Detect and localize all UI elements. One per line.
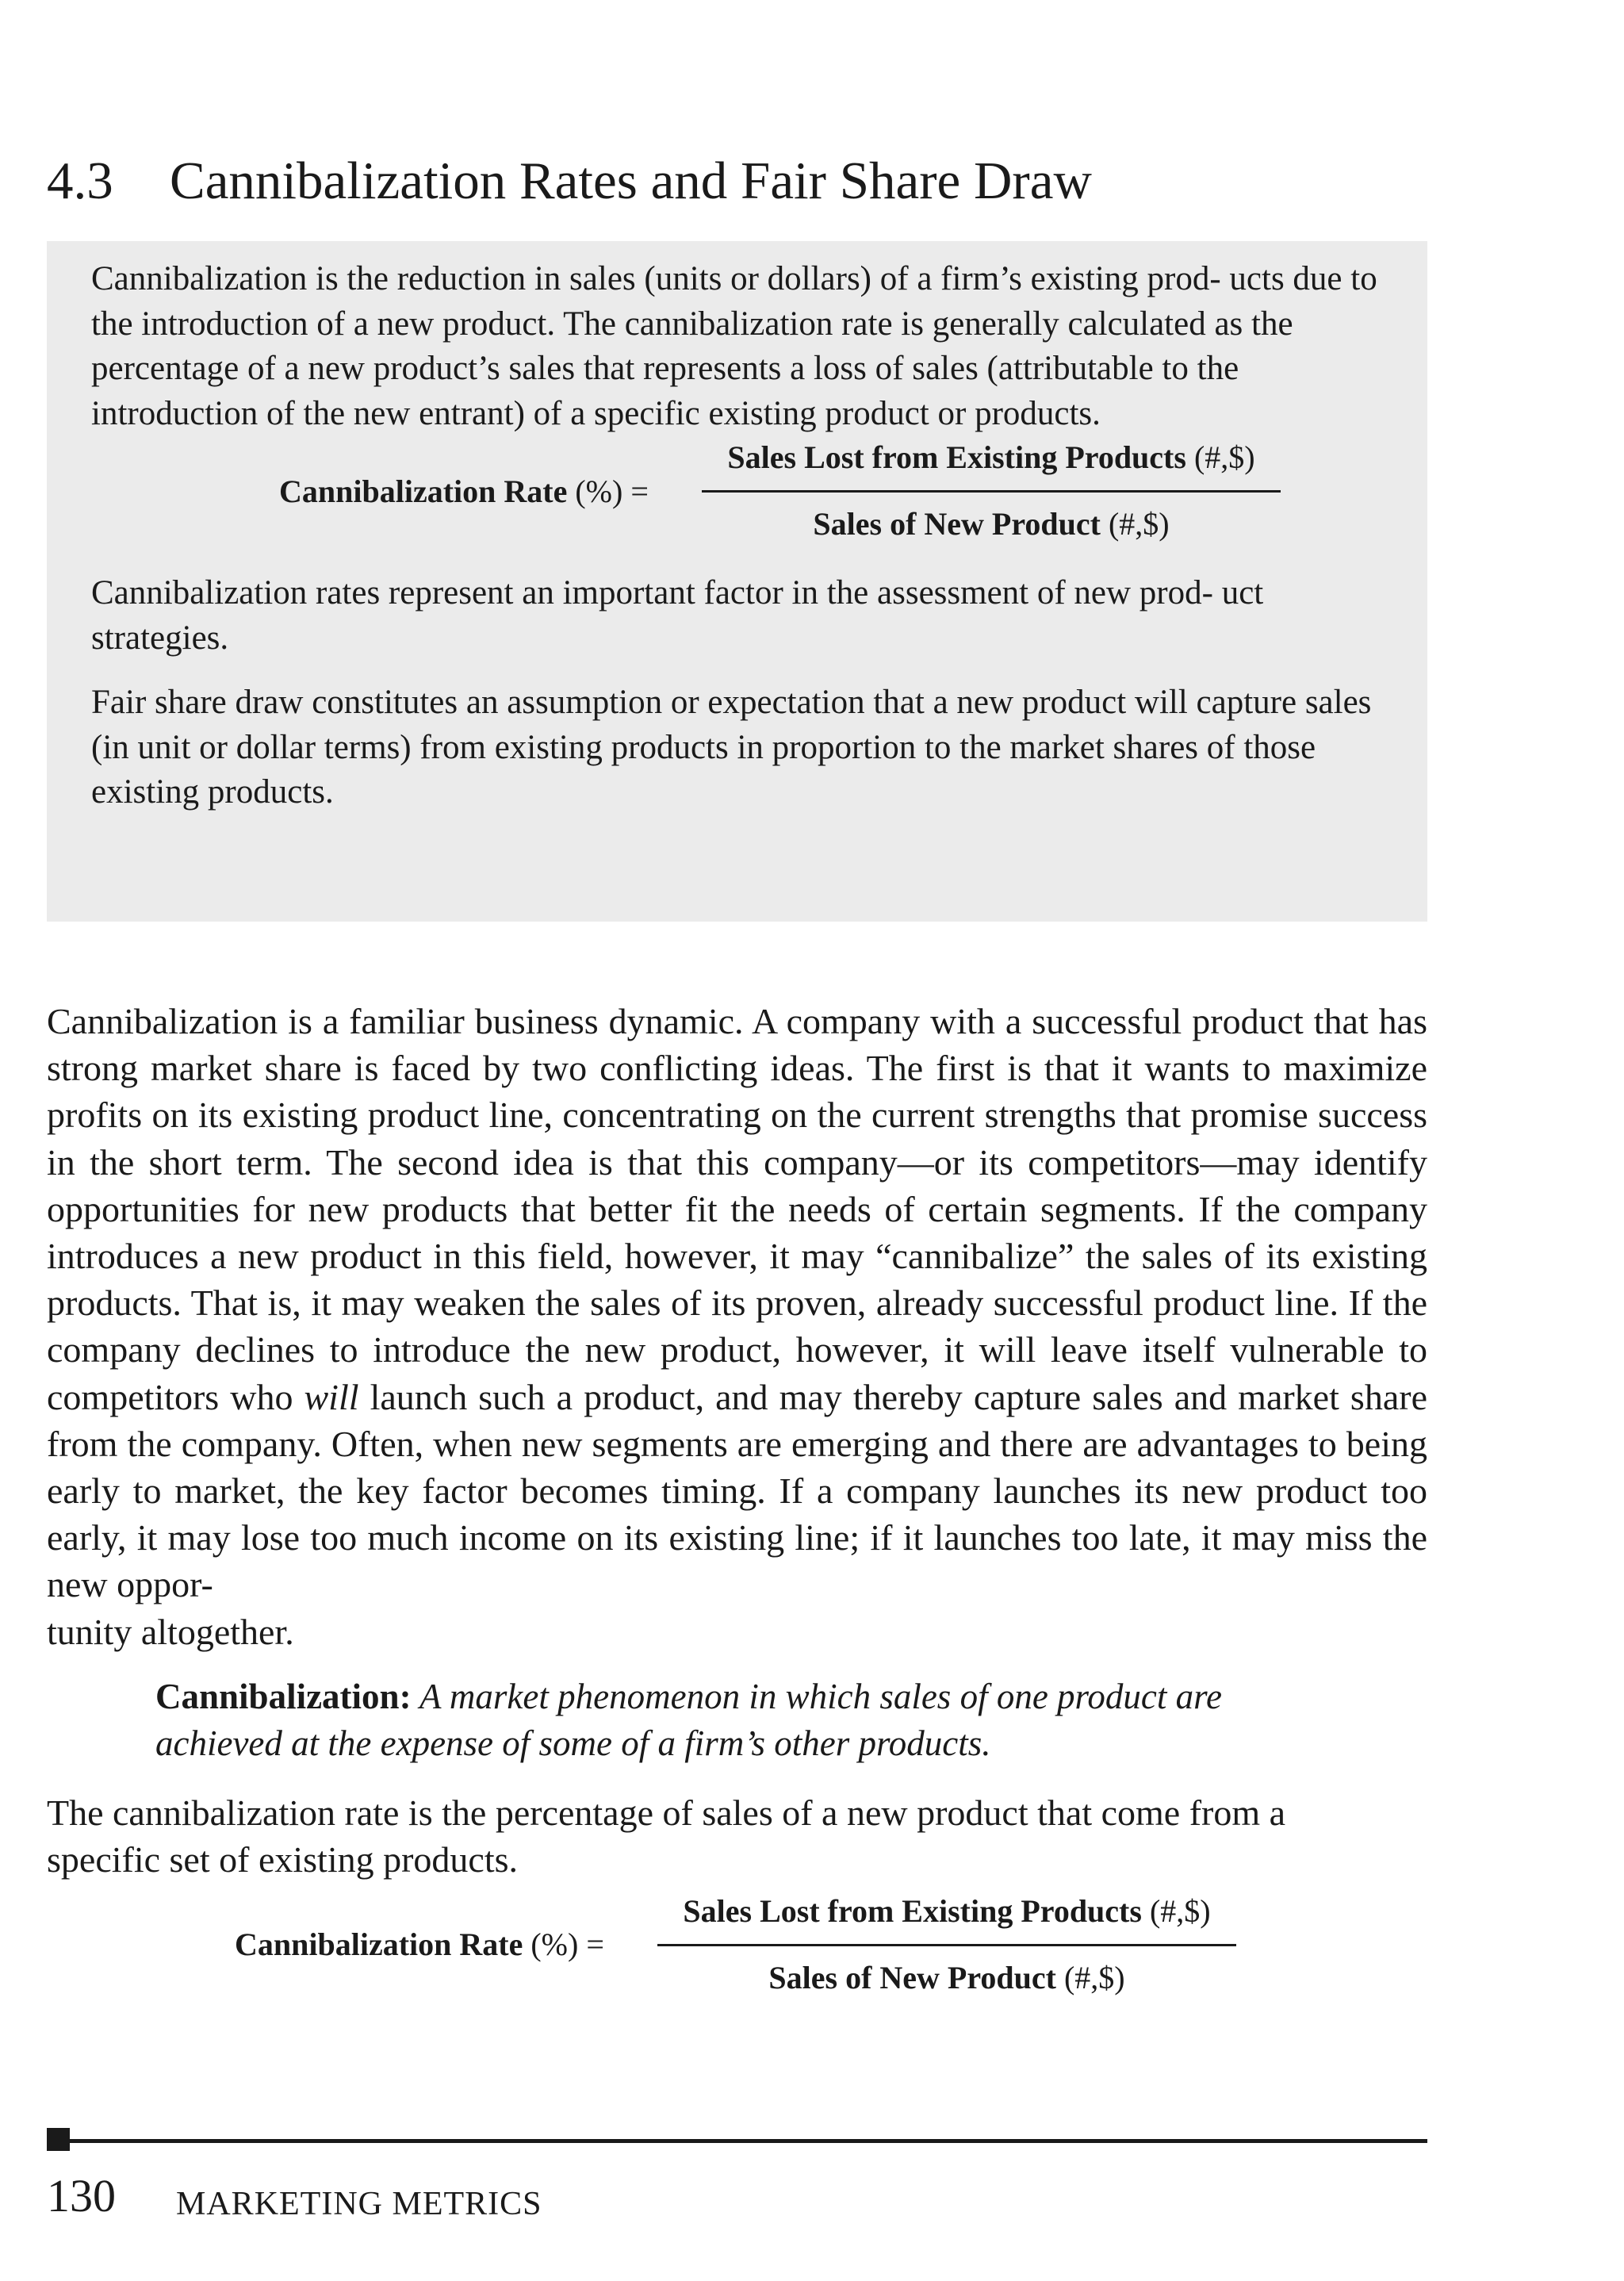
formula-denominator <box>702 493 1281 542</box>
formula-lhs <box>235 1926 604 1963</box>
body-paragraph-rate-last-line: specific set of existing products. <box>47 1839 519 1880</box>
body-paragraph-dynamic-text-b: launch such a product, and may thereby capture sales and market share from the company. Often, when new segments are emerging and there are advantages to being early to market, the key factor becomes timing. If a company launches its new product too early, it may lose too much income on its existing line; if it launches too late, it may miss the new oppor- <box>47 1376 1427 1605</box>
formula-denominator <box>657 1946 1236 1996</box>
formula-denominator-label: Sales of New Product <box>813 506 1101 542</box>
definition-callout <box>155 1673 1345 1767</box>
formula-lhs-label: Cannibalization Rate <box>235 1926 523 1962</box>
formula-denominator-label: Sales of New Product <box>768 1960 1056 1995</box>
formula-denominator-unit: (#,$) <box>1063 1960 1125 1995</box>
formula-equals: = <box>630 473 649 509</box>
formula-equals: = <box>586 1926 604 1962</box>
formula-lhs-label: Cannibalization Rate <box>279 473 568 509</box>
formula-numerator-unit: (#,$) <box>1193 439 1255 475</box>
body-paragraph-dynamic-text-a: Cannibalization is a familiar business dynamic. A company with a successful product that has strong market share is faced by two conflicting ideas. The first is that it wants to maximize profits on its existing product line, concentrating on the current strengths that promise success in the short term. The second idea is that this company—or its competitors—may identify opportunities for new products that better fit the needs of certain segments. If the company introduces a new product in this field, however, it may “cannibalize” the sales of its existing products. That is, it may weaken the sales of its proven, already successful product line. If the company declines to introduce the new product, however, it will leave itself vulnerable to competitors who <box>47 1001 1427 1417</box>
formula-lhs <box>279 473 649 510</box>
body-paragraph-rate-text: The cannibalization rate is the percentage of sales of a new product that come from a <box>47 1792 1286 1833</box>
body-paragraph-dynamic-emphasis: will <box>304 1376 359 1417</box>
body-paragraph-rate <box>47 1789 1427 1883</box>
footer-rule <box>47 2139 1427 2143</box>
running-title: MARKETING METRICS <box>176 2186 542 2222</box>
definition-text: A market phenomenon in which sales of one product are achieved at the expense of some of a firm’s other products. <box>155 1677 1222 1763</box>
formula-fraction <box>702 439 1281 542</box>
summary-paragraph-fair-share: Fair share draw constitutes an assumption or expectation that a new product will capture sales (in unit or dollar terms) from existing products in proportion to the market shares of those existing products. <box>91 684 1372 811</box>
formula-numerator <box>657 1892 1236 1946</box>
formula-numerator-label: Sales Lost from Existing Products <box>683 1893 1142 1929</box>
formula-lhs-unit: (%) <box>530 1926 579 1962</box>
body-paragraph-dynamic <box>47 998 1427 1655</box>
formula-fraction <box>657 1892 1236 1996</box>
section-heading <box>47 152 1092 211</box>
formula-numerator-unit: (#,$) <box>1149 1893 1211 1929</box>
formula-numerator-label: Sales Lost from Existing Products <box>727 439 1186 475</box>
summary-box <box>47 241 1427 922</box>
summary-paragraph-definition: Cannibalization is the reduction in sales (units or dollars) of a firm’s existing prod- ucts due to the introduction of a new product. The cannibalization rate is generally calculated as the percentage of a new product’s sales that represents a loss of sales (attributable to the introduction of the new entrant) of a specific existing product or products. <box>91 260 1377 432</box>
formula-numerator <box>702 439 1281 493</box>
summary-paragraph-importance: Cannibalization rates represent an important factor in the assessment of new prod- uct strategies. <box>91 574 1264 657</box>
summary-formula <box>91 436 1383 571</box>
section-number: 4.3 <box>47 151 113 210</box>
formula-denominator-unit: (#,$) <box>1108 506 1170 542</box>
body-paragraph-dynamic-last-line: tunity altogether. <box>47 1611 294 1652</box>
body-formula <box>47 1893 1427 2038</box>
formula-lhs-unit: (%) <box>575 473 623 509</box>
definition-term: Cannibalization: <box>155 1677 412 1716</box>
section-title: Cannibalization Rates and Fair Share Draw <box>170 151 1092 210</box>
page-number: 130 <box>47 2170 116 2222</box>
